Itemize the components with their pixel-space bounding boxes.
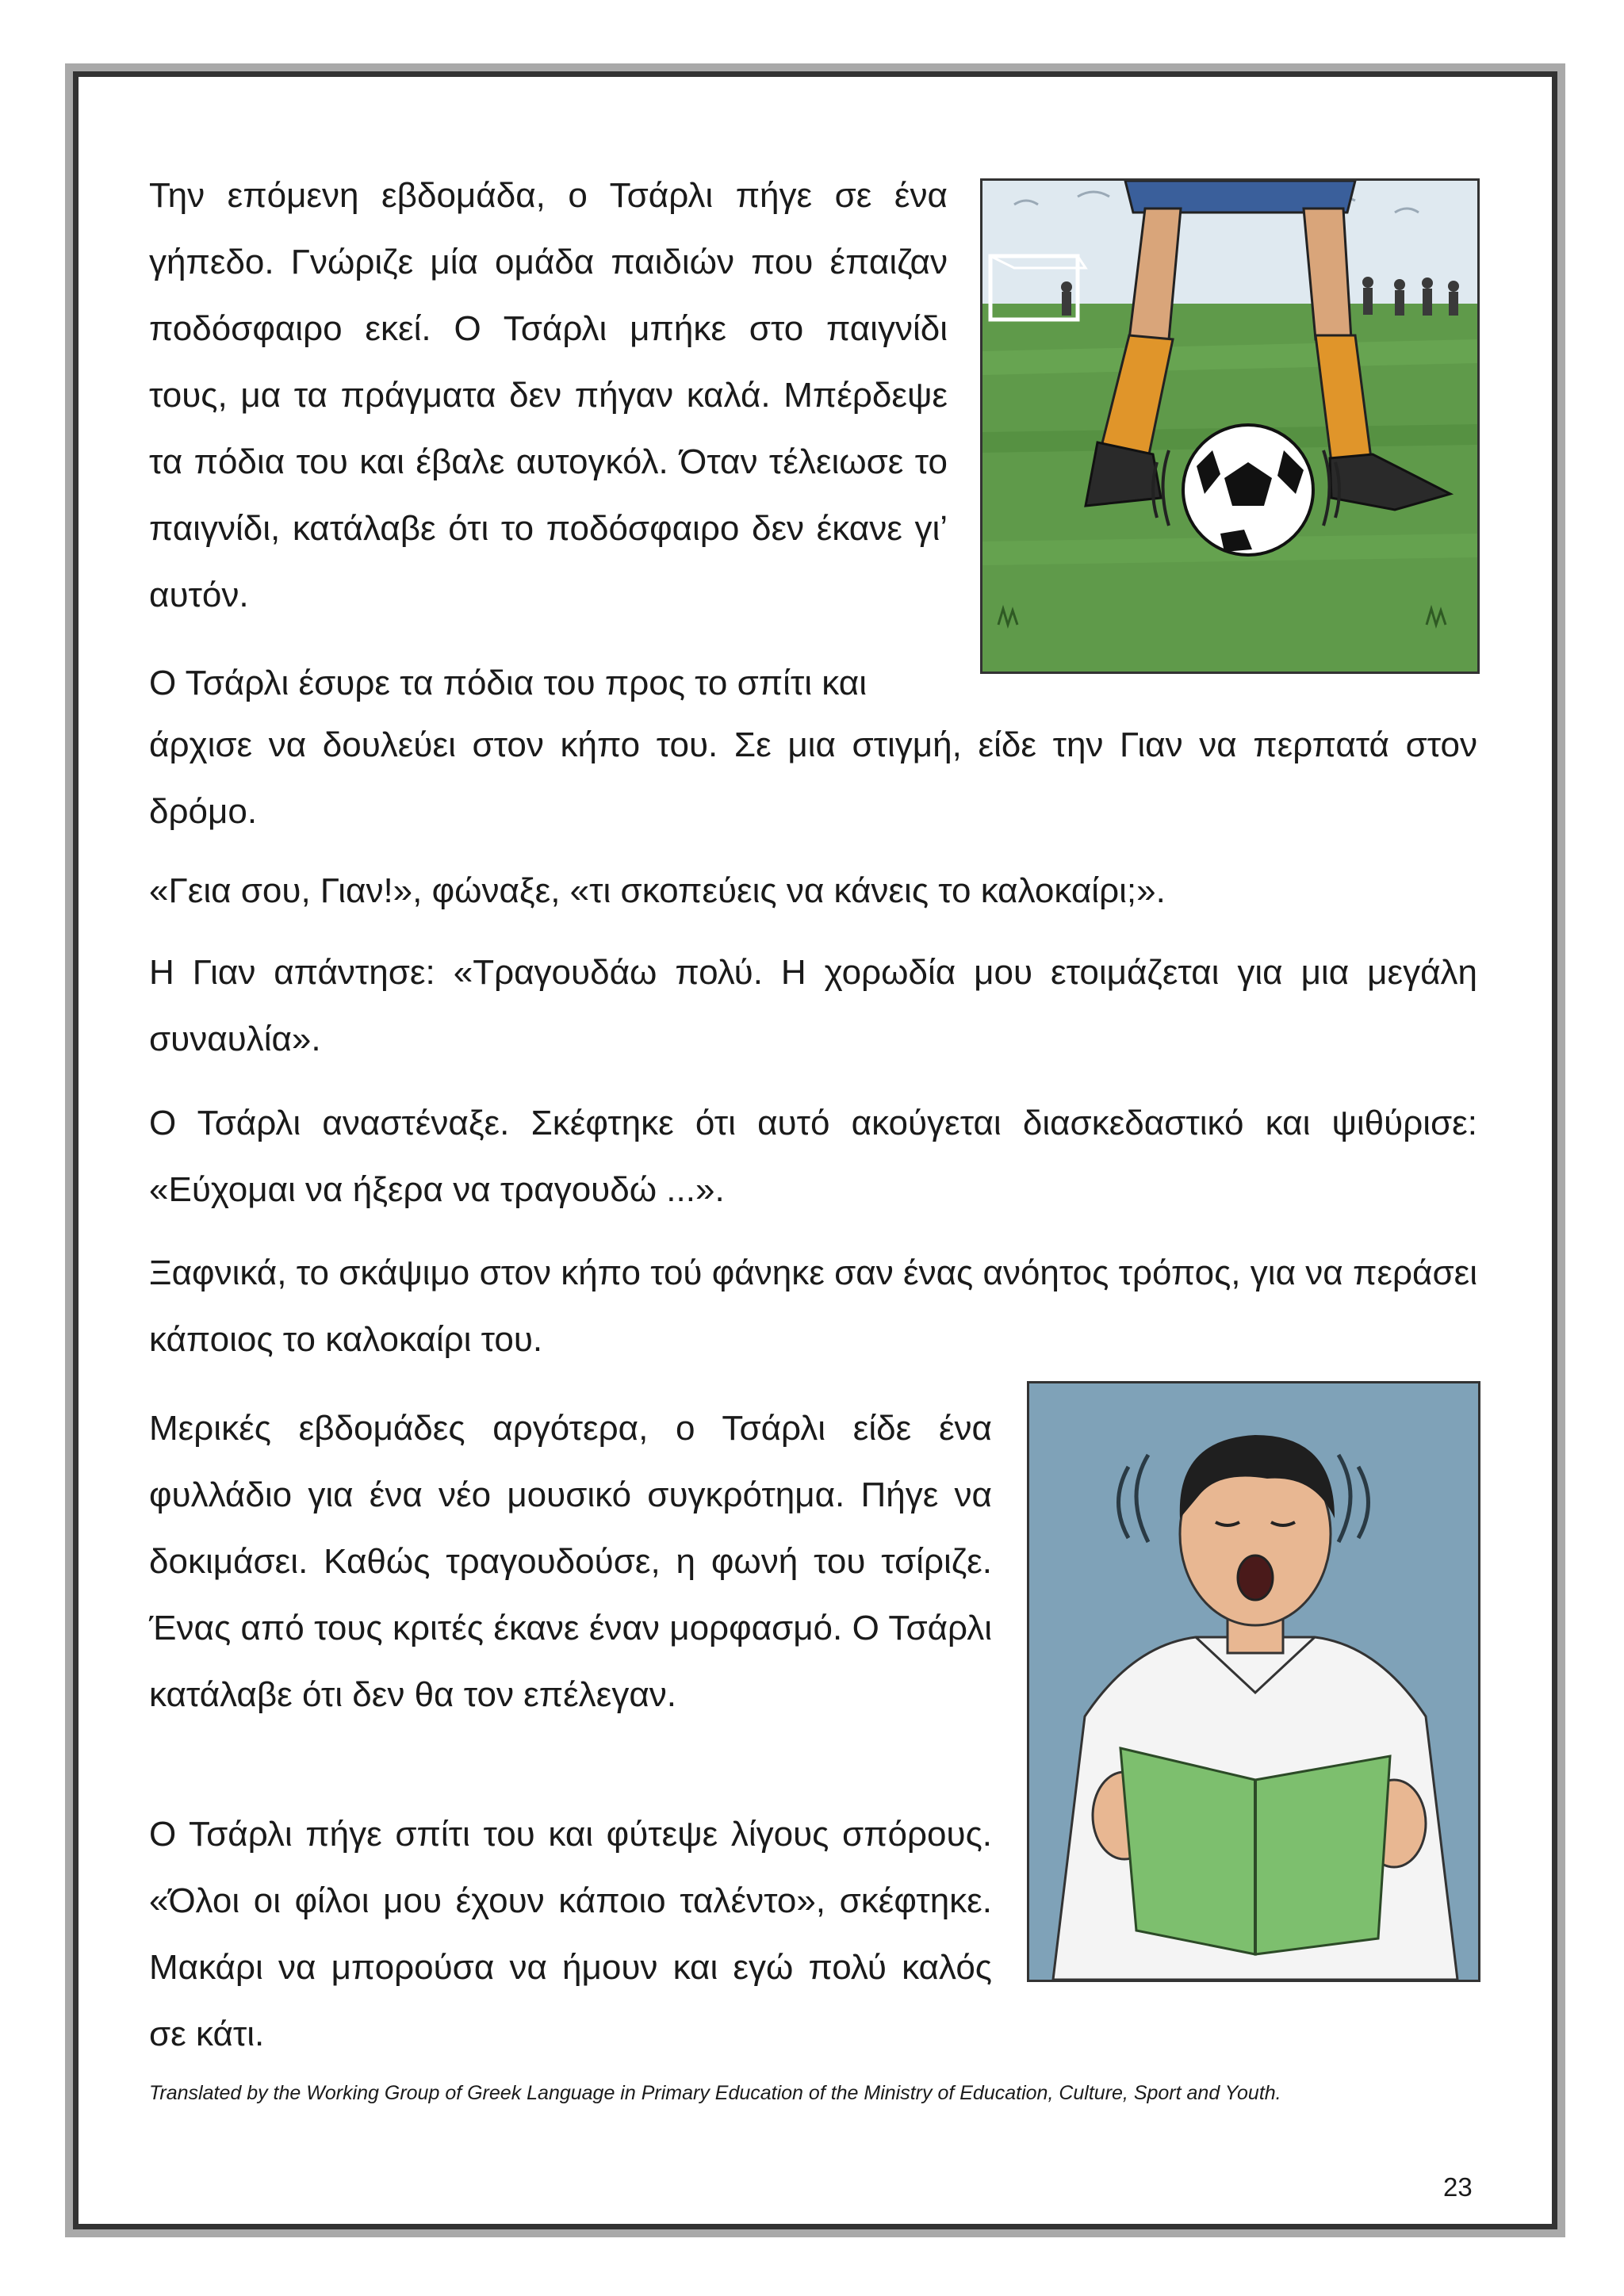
paragraph-8: Ο Τσάρλι πήγε σπίτι του και φύτεψε λίγους σπόρους. «Όλοι οι φίλοι μου έχουν κάποιο ταλέντο», σκέφτηκε. Μακάρι να μπορούσα να ήμουν και εγώ πολύ καλός σε κάτι. xyxy=(149,1815,992,2053)
paragraph-1: Την επόμενη εβδομάδα, ο Τσάρλι πήγε σε ένα γήπεδο. Γνώριζε μία ομάδα παιδιών που έπαιζαν ποδόσφαιρο εκεί. Ο Τσάρλι μπήκε στο παιγνίδι τους, μα τα πράγματα δεν πήγαν καλά. Μπέρδεψε τα πόδια του και έβαλε αυτογκόλ. Όταν τέλειωσε το παιγνίδι, κατάλαβε ότι το ποδόσφαιρο δεν έκανε γι’ αυτόν. xyxy=(149,176,948,614)
singer-illustration xyxy=(1027,1381,1480,1982)
translation-credit: Translated by the Working Group of Greek Language in Primary Education of the Ministry of Education, Culture, Sport and Youth. xyxy=(149,2082,1281,2104)
paragraph-7: Μερικές εβδομάδες αργότερα, ο Τσάρλι είδε ένα φυλλάδιο για ένα νέο μουσικό συγκρότημα. Πήγε να δοκιμάσει. Καθώς τραγουδούσε, η φωνή του τσίριζε. Ένας από τους κριτές έκανε έναν μορφασμό. Ο Τσάρλι κατάλαβε ότι δεν θα τον επέλεγαν. xyxy=(149,1409,992,1714)
paragraph-6: Ξαφνικά, το σκάψιμο στον κήπο τού φάνηκε σαν ένας ανόητος τρόπος, για να περάσει κάποιος το καλοκαίρι του. xyxy=(149,1253,1477,1359)
page-number: 23 xyxy=(1443,2172,1473,2202)
paragraph-2-continued: άρχισε να δουλεύει στον κήπο του. Σε μια στιγμή, είδε την Γιαν να περπατά στον δρόμο. xyxy=(149,725,1477,831)
paragraph-2: Ο Τσάρλι έσυρε τα πόδια του προς το σπίτι και xyxy=(149,664,867,702)
paragraph-3: «Γεια σου, Γιαν!», φώναξε, «τι σκοπεύεις να κάνεις το καλοκαίρι;». xyxy=(149,871,1166,910)
soccer-illustration-graphic xyxy=(982,181,1477,672)
singer-illustration-graphic xyxy=(1029,1383,1478,1980)
soccer-illustration xyxy=(980,178,1480,674)
paragraph-4: Η Γιαν απάντησε: «Τραγουδάω πολύ. Η χορωδία μου ετοιμάζεται για μια μεγάλη συναυλία». xyxy=(149,953,1477,1058)
paragraph-5: Ο Τσάρλι αναστέναξε. Σκέφτηκε ότι αυτό ακούγεται διασκεδαστικό και ψιθύρισε: «Εύχομαι να ήξερα να τραγουδώ ...». xyxy=(149,1104,1477,1209)
